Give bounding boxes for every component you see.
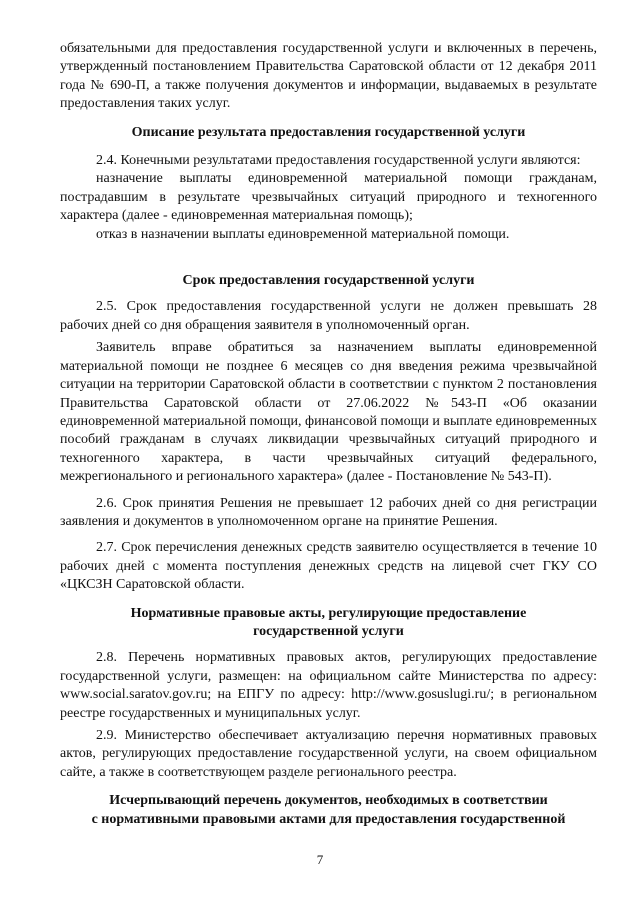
paragraph-2-9: 2.9. Министерство обеспечивает актуализацию перечня нормативных правовых актов, регулирующих предоставление государственной услуги, на своем официальном сайте, а также в соответствующем разделе регионального реестра. <box>60 728 597 780</box>
paragraph-2-7: 2.7. Срок перечисления денежных средств заявителю осуществляется в течение 10 рабочих дней с момента поступления денежных средств на лицевой счет ГКУ СО «ЦКСЗН Саратовской области. <box>60 540 597 593</box>
heading-documents-list: Исчерпывающий перечень документов, необходимых в соответствии с нормативными правовыми актами для предоставления государственной <box>91 793 566 827</box>
heading-legal-acts: Нормативные правовые акты, регулирующие предоставление государственной услуги <box>130 605 527 639</box>
heading-result: Описание результата предоставления государственной услуги <box>131 124 526 140</box>
paragraph-2-4-option-b: отказ в назначении выплаты единовременной материальной помощи. <box>96 226 510 242</box>
paragraph-2-8: 2.8. Перечень нормативных правовых актов, регулирующих предоставление государственной услуги, размещен: на официальном сайте Министерства по адресу: www.social.saratov.gov.ru; на ЕПГУ по адресу: http://www.gosuslugi.ru/; в региональном реестре государственных и муниципальных услуг. <box>60 650 597 721</box>
page-number: 7 <box>316 852 324 867</box>
paragraph-2-4: 2.4. Конечными результатами предоставления государственной услуги являются: <box>96 153 581 169</box>
paragraph-2-5-applicant: Заявитель вправе обратиться за назначением выплаты единовременной материальной помощи не позднее 6 месяцев со дня введения режима чрезвычайной ситуации на территории Саратовской области в соответствии с пунктом 2 постановления Правительства Саратовской области от 27.06.2022 №543-П «Об оказании единовременной материальной помощи, финансовой помощи и выплате единовременных пособий гражданам в случаях ликвидации чрезвычайных ситуаций природного и техногенного характера, в части чрезвычайных ситуаций федерального, межрегионального и регионального характера» (далее - Постановление № 543-П). <box>60 340 597 485</box>
paragraph-2-4-option-a: назначение выплаты единовременной материальной помощи гражданам, пострадавшим в результате чрезвычайных ситуаций природного и техногенного характера (далее - единовременная материальная помощь); <box>60 171 597 224</box>
paragraph-2-6: 2.6. Срок принятия Решения не превышает 12 рабочих дней со дня регистрации заявления и документов в уполномоченном органе на принятие Решения. <box>60 495 597 529</box>
paragraph-2-5: 2.5. Срок предоставления государственной услуги не должен превышать 28 рабочих дней со дня обращения заявителя в уполномоченный орган. <box>60 299 597 333</box>
heading-term: Срок предоставления государственной услуги <box>182 273 475 289</box>
intro-paragraph: обязательными для предоставления государственной услуги и включенных в перечень, утвержденный постановлением Правительства Саратовской области от 12 декабря 2011 года № 690-П, а также получения документов и информации, выдаваемых в результате предоставления таких услуг. <box>60 41 597 112</box>
